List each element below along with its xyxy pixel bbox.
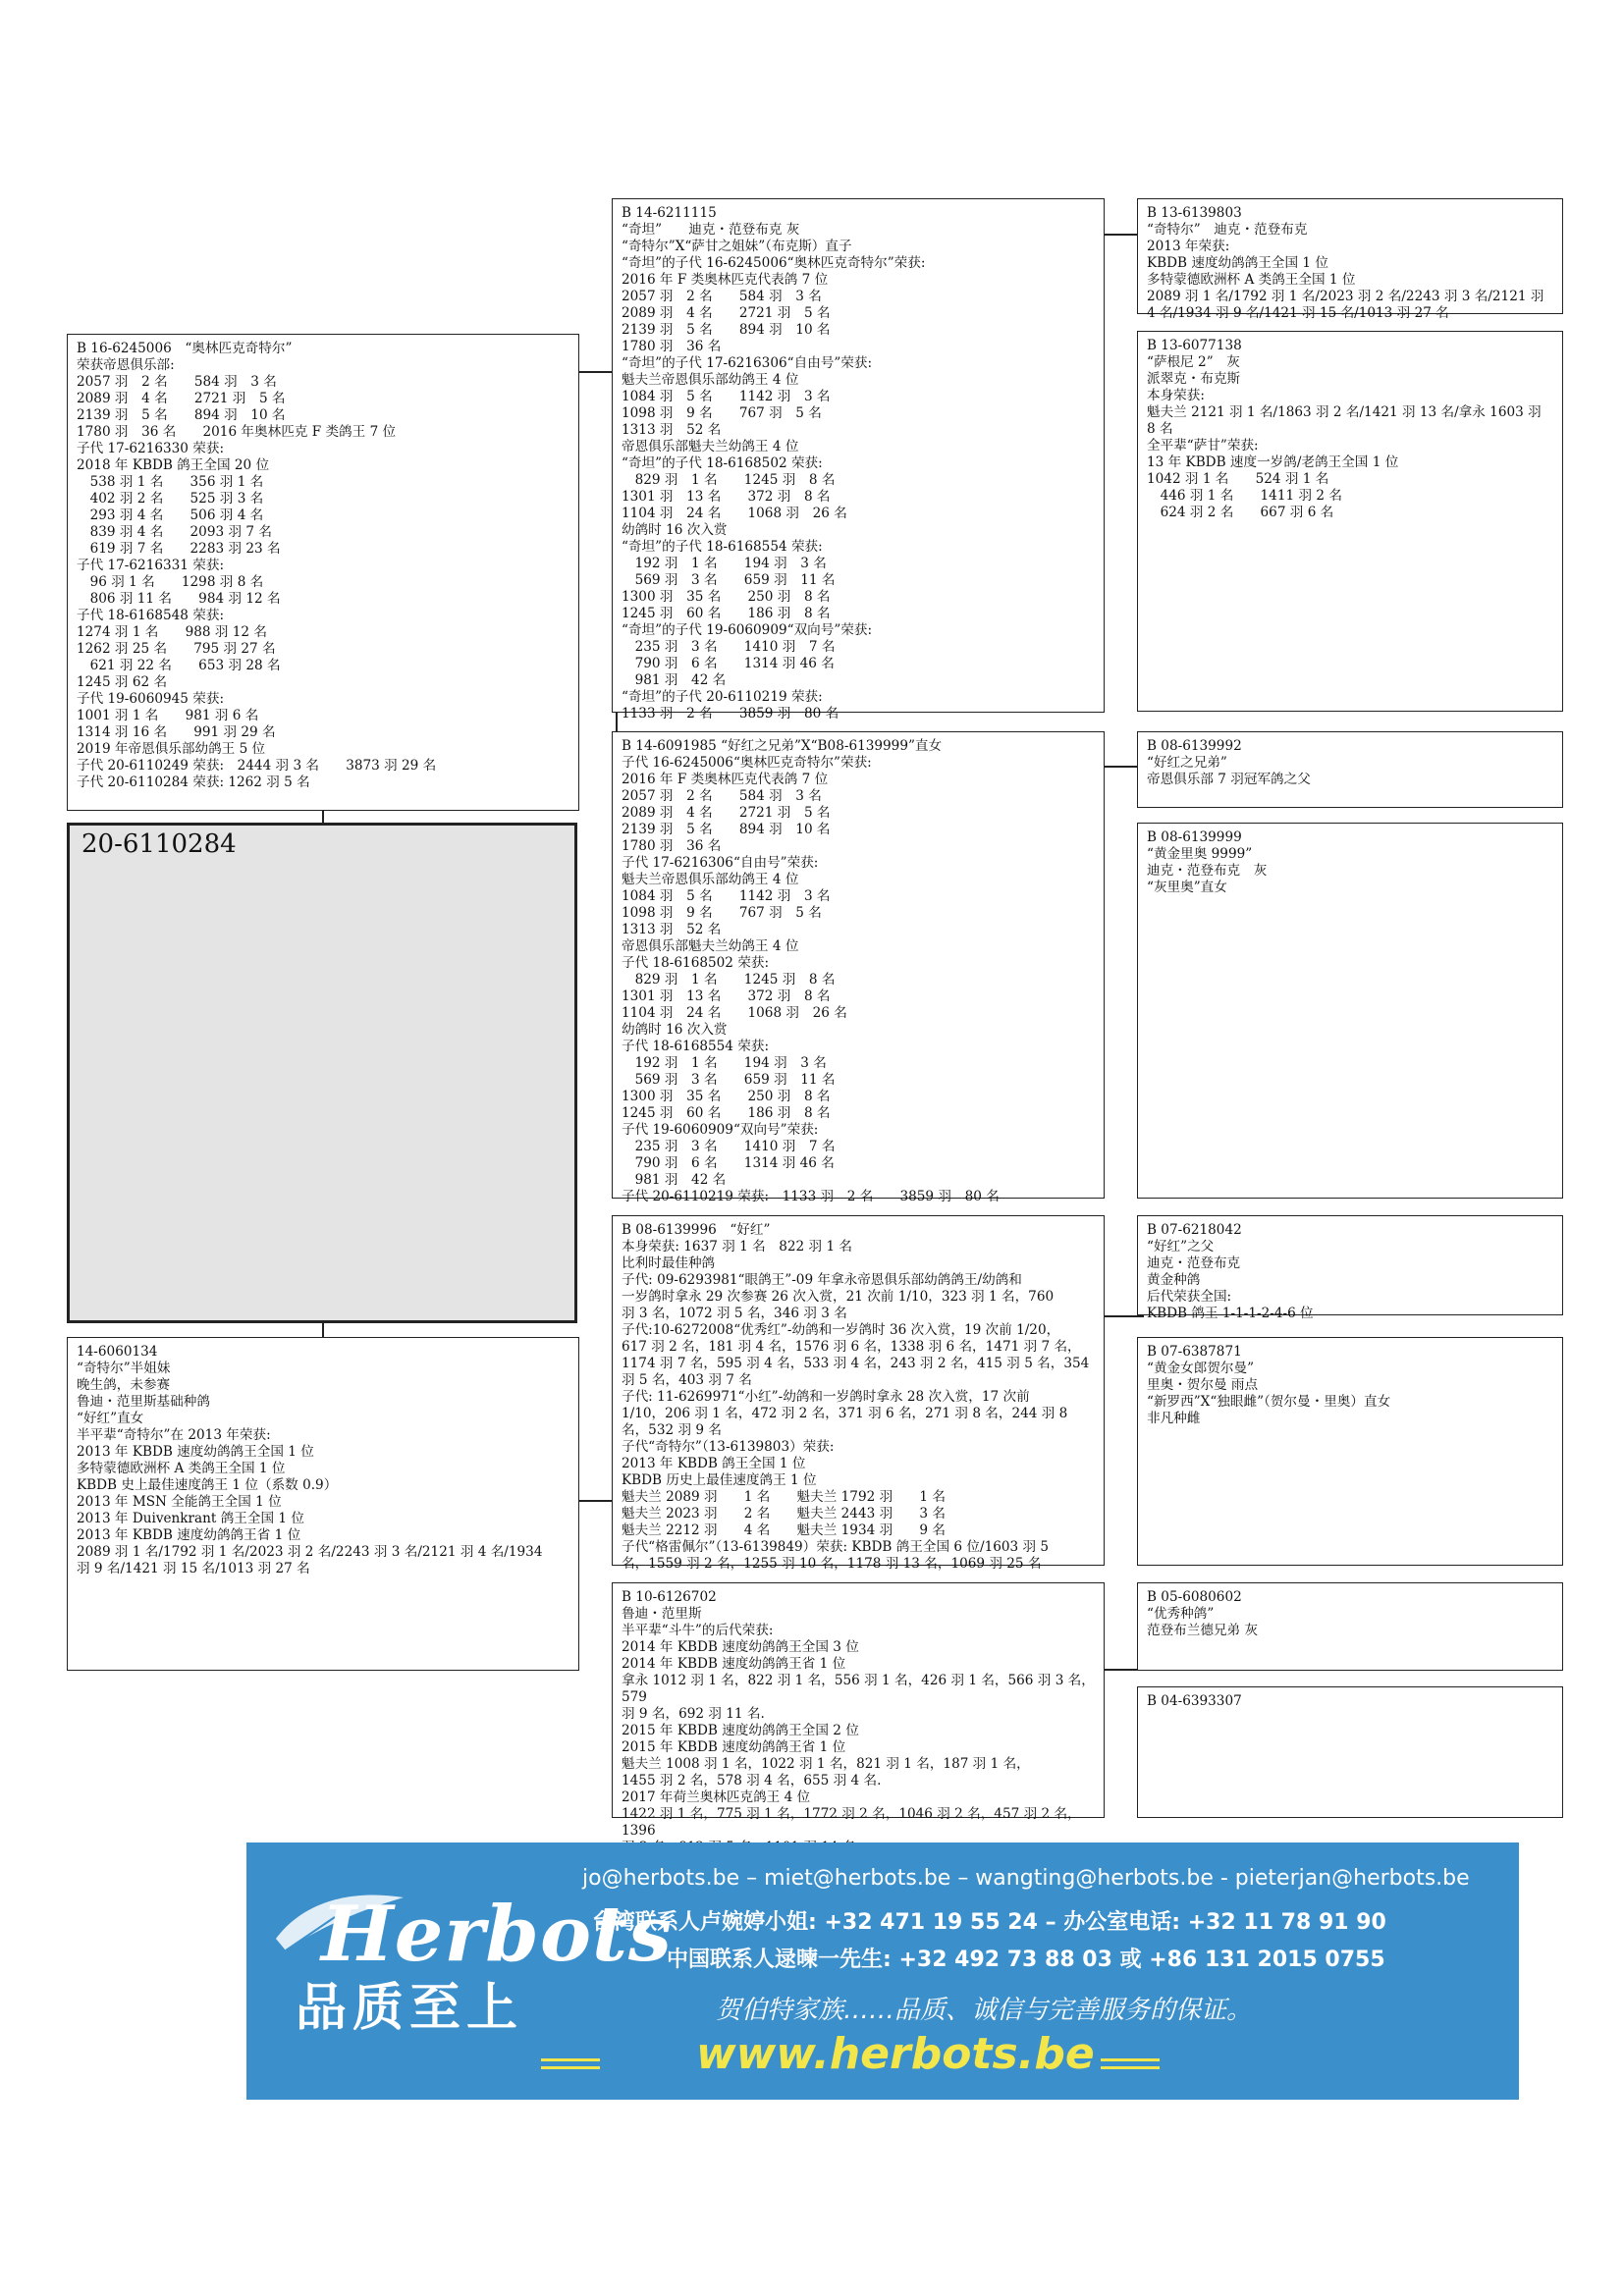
sire-line: 96 羽 1 名 1298 羽 8 名 [77, 574, 264, 590]
ds-line: 一岁鸽时拿永 29 次参赛 26 次入赏，21 次前 1/10，323 羽 1 名，760 [622, 1289, 1055, 1305]
dd-line: 2015 年 KBDB 速度幼鸽鸽王全国 2 位 [622, 1723, 859, 1738]
sire-line: 荣获帝恩俱乐部: [77, 357, 175, 373]
sire-line: 538 羽 1 名 356 羽 1 名 [77, 474, 264, 490]
dss-line: B 07-6218042 [1147, 1222, 1242, 1238]
sire-line: 621 羽 22 名 653 羽 28 名 [77, 658, 281, 673]
ss-line: “奇坦”的子代 19-6060909“双向号”荣获: [622, 622, 873, 638]
ss-line: “奇坦”的子代 17-6216306“自由号”荣获: [622, 355, 873, 371]
dd-line: 2014 年 KBDB 速度幼鸽鸽王省 1 位 [622, 1656, 846, 1672]
dam-line: 2013 年 MSN 全能鸽王全国 1 位 [77, 1494, 282, 1510]
sd-line: B 14-6091985 “好红之兄弟”X“B08-6139999”直女 [622, 738, 943, 754]
ss-line: 幼鸽时 16 次入赏 [622, 522, 728, 538]
sire-line: 293 羽 4 名 506 羽 4 名 [77, 507, 264, 523]
ddd-line: B 04-6393307 [1147, 1693, 1242, 1709]
ss-line: 1301 羽 13 名 372 羽 8 名 [622, 489, 831, 505]
ds-line: KBDB 历史上最佳速度鸽王 1 位 [622, 1472, 817, 1488]
sire-line: 子代 20-6110284 荣获: 1262 羽 5 名 [77, 774, 310, 790]
ss-line: 魁夫兰帝恩俱乐部幼鸽王 4 位 [622, 372, 799, 388]
sire-line: 子代 18-6168548 荣获: [77, 608, 225, 623]
sire-line: 1274 羽 1 名 988 羽 12 名 [77, 624, 267, 640]
dss-line: 后代荣获全国: [1147, 1289, 1232, 1305]
ss-line: 1084 羽 5 名 1142 羽 3 名 [622, 389, 831, 404]
sd-line: 235 羽 3 名 1410 羽 7 名 [622, 1139, 836, 1154]
dsd-line: “新罗西”X“独眼雌”（贺尔曼・里奥）直女 [1147, 1394, 1391, 1410]
ss-line: 帝恩俱乐部魁夫兰幼鸽王 4 位 [622, 439, 799, 454]
dss-line: 迪克・范登布克 [1147, 1255, 1241, 1271]
sire-line: 子代 20-6110249 荣获: 2444 羽 3 名 3873 羽 29 名 [77, 758, 437, 774]
dss-line: “好红”之父 [1147, 1239, 1215, 1255]
sds-line: 帝恩俱乐部 7 羽冠军鸽之父 [1147, 772, 1311, 787]
ds-line: 子代“奇特尔”（13-6139803）荣获: [622, 1439, 835, 1455]
dd-line: 半平辈“斗牛”的后代荣获: [622, 1623, 774, 1638]
url-left-dash-2 [541, 2066, 600, 2069]
sd-line: 1104 羽 24 名 1068 羽 26 名 [622, 1005, 847, 1021]
connector-sire-subject [322, 810, 324, 824]
ssd-line: 13 年 KBDB 速度一岁鸽/老鸽王全国 1 位 [1147, 454, 1399, 470]
ds-line: 2013 年 KBDB 鸽王全国 1 位 [622, 1456, 806, 1471]
ss-line: 1313 羽 52 名 [622, 422, 722, 438]
ss-line: 981 羽 42 名 [622, 672, 727, 688]
sd-line: 981 羽 42 名 [622, 1172, 727, 1188]
sd-line: 1084 羽 5 名 1142 羽 3 名 [622, 888, 831, 904]
sire-line: 子代 17-6216331 荣获: [77, 558, 225, 573]
ds-line: 1/10，206 羽 1 名，472 羽 2 名，371 羽 6 名，271 羽 8 名，244 羽 8 [622, 1406, 1068, 1421]
ss-line: 2057 羽 2 名 584 羽 3 名 [622, 289, 822, 304]
ssd-line: 魁夫兰 2121 羽 1 名/1863 羽 2 名/1421 羽 13 名/拿永 1603 羽 [1147, 404, 1542, 420]
sire-line: 2057 羽 2 名 584 羽 3 名 [77, 374, 277, 390]
dd-line: 2015 年 KBDB 速度幼鸽鸽王省 1 位 [622, 1739, 846, 1755]
sd-line: 790 羽 6 名 1314 羽 46 名 [622, 1155, 835, 1171]
ss-line: 2139 羽 5 名 894 羽 10 名 [622, 322, 831, 338]
ss-line: 1300 羽 35 名 250 羽 8 名 [622, 589, 831, 605]
dam-line: 羽 9 名/1421 羽 15 名/1013 羽 27 名 [77, 1561, 310, 1576]
sire-line: 子代 17-6216330 荣获: [77, 441, 225, 456]
slogan: 贺伯特家族……品质、诚信与完善服务的保证。 [716, 1996, 1253, 2025]
sds-line: “好红之兄弟” [1147, 755, 1227, 771]
ds-line: 魁夫兰 2023 羽 2 名 魁夫兰 2443 羽 3 名 [622, 1506, 946, 1522]
dam-line: 2013 年 KBDB 速度幼鸽鸽王省 1 位 [77, 1527, 301, 1543]
dd-line: 2014 年 KBDB 速度幼鸽鸽王全国 3 位 [622, 1639, 859, 1655]
sds-line: B 08-6139992 [1147, 738, 1242, 754]
ss-line: 2016 年 F 类奥林匹克代表鸽 7 位 [622, 272, 829, 288]
dsd-line: “黄金女郎贺尔曼” [1147, 1361, 1255, 1376]
dam-box [67, 1337, 579, 1671]
ss-line: 1104 羽 24 名 1068 羽 26 名 [622, 506, 847, 521]
connector-subject-dam [322, 1323, 324, 1337]
ds-line: 子代“格雷佩尔”（13-6139849）荣获: KBDB 鸽王全国 6 位/1603 羽 5 [622, 1539, 1050, 1555]
ss-line: 790 羽 6 名 1314 羽 46 名 [622, 656, 835, 671]
ssd-line: 派翠克・布克斯 [1147, 371, 1241, 387]
sd-line: 子代 19-6060909“双向号”荣获: [622, 1122, 819, 1138]
sire-dam-dam-box [1137, 823, 1563, 1199]
sire-line: 1001 羽 1 名 981 羽 6 名 [77, 708, 259, 723]
dam-dam-dam-box [1137, 1686, 1563, 1818]
ss-line: “奇坦”的子代 20-6110219 荣获: [622, 689, 823, 705]
sd-line: 829 羽 1 名 1245 羽 8 名 [622, 972, 836, 988]
ss-line: “奇特尔”X“萨甘之姐妹”（布克斯）直子 [622, 239, 852, 254]
ssd-line: 8 名 [1147, 421, 1173, 437]
sire-line: 2019 年帝恩俱乐部幼鸽王 5 位 [77, 741, 266, 757]
ss-line: “奇坦”的子代 16-6245006“奥林匹克奇特尔”荣获: [622, 255, 926, 271]
ds-line: 1174 羽 7 名，595 羽 4 名，533 羽 4 名，243 羽 2 名，415 羽 5 名，354 [622, 1356, 1090, 1371]
dam-line: 2089 羽 1 名/1792 羽 1 名/2023 羽 2 名/2243 羽 3 名/2121 羽 4 名/1934 [77, 1544, 543, 1560]
ss-line: 829 羽 1 名 1245 羽 8 名 [622, 472, 836, 488]
dam-sire-sire-box [1137, 1215, 1563, 1321]
dam-line: 晚生鸽，未参赛 [77, 1377, 171, 1393]
sss-line: 2013 年荣获: [1147, 239, 1230, 254]
dam-dam-sire-box [1137, 1582, 1563, 1671]
ssd-line: 624 羽 2 名 667 羽 6 名 [1147, 505, 1334, 520]
dd-line: 1455 羽 2 名，578 羽 4 名，655 羽 4 名. [622, 1773, 882, 1789]
sd-line: 魁夫兰帝恩俱乐部幼鸽王 4 位 [622, 872, 799, 887]
dd-line: 魁夫兰 1008 羽 1 名，1022 羽 1 名，821 羽 1 名，187 羽 1 名， [622, 1756, 1030, 1772]
ssd-line: 本身荣获: [1147, 388, 1205, 403]
sdd-line: B 08-6139999 [1147, 829, 1242, 845]
dds-line: 范登布兰德兄弟 灰 [1147, 1623, 1259, 1638]
logo-text: Herbots [321, 1890, 673, 1979]
sd-line: 子代 20-6110219 荣获: 1133 羽 2 名 3859 羽 80 名 [622, 1189, 1000, 1204]
ssd-line: B 13-6077138 [1147, 338, 1242, 353]
ds-line: 魁夫兰 2212 羽 4 名 魁夫兰 1934 羽 9 名 [622, 1522, 946, 1538]
sd-line: 1301 羽 13 名 372 羽 8 名 [622, 988, 831, 1004]
ssd-line: 446 羽 1 名 1411 羽 2 名 [1147, 488, 1342, 504]
dd-line: 2017 年荷兰奥林匹克鸽王 4 位 [622, 1789, 811, 1805]
taiwan-contact: 台湾联系人卢婉婷小姐: +32 471 19 55 24 – 办公室电话: +32 11 78 91 90 [592, 1910, 1386, 1935]
sire-dam-box [612, 731, 1105, 1204]
sdd-line: “黄金里奥 9999” [1147, 846, 1253, 862]
ds-line: 比利时最佳种鸽 [622, 1255, 716, 1271]
sire-line: 1780 羽 36 名 2016 年奥林匹克 F 类鸽王 7 位 [77, 424, 397, 440]
sire-line: 1262 羽 25 名 795 羽 27 名 [77, 641, 276, 657]
sdd-line: 迪克・范登布克 灰 [1147, 863, 1268, 879]
dd-line: 拿永 1012 羽 1 名，822 羽 1 名，556 羽 1 名，426 羽 1 名，566 羽 3 名，579 [622, 1673, 1095, 1705]
ds-line: 本身荣获: 1637 羽 1 名 822 羽 1 名 [622, 1239, 853, 1255]
ssd-line: “萨根尼 2” 灰 [1147, 354, 1240, 370]
ss-line: 1245 羽 60 名 186 羽 8 名 [622, 606, 831, 621]
sd-line: 1300 羽 35 名 250 羽 8 名 [622, 1089, 831, 1104]
ss-line: 1098 羽 9 名 767 羽 5 名 [622, 405, 822, 421]
ds-line: 子代: 11-6269971“小红”-幼鸽和一岁鸽时拿永 28 次入赏，17 次前 [622, 1389, 1030, 1405]
dam-line: 鲁迪・范里斯基础种鸽 [77, 1394, 210, 1410]
sd-line: 1245 羽 60 名 186 羽 8 名 [622, 1105, 831, 1121]
dds-line: “优秀种鸽” [1147, 1606, 1215, 1622]
dam-line: “奇特尔”半姐妹 [77, 1361, 171, 1376]
sd-line: 1098 羽 9 名 767 羽 5 名 [622, 905, 822, 921]
sire-line: 839 羽 4 名 2093 羽 7 名 [77, 524, 272, 540]
ds-line: B 08-6139996 “好红” [622, 1222, 771, 1238]
sd-line: 幼鸽时 16 次入赏 [622, 1022, 728, 1038]
ds-line: 名，532 羽 9 名 [622, 1422, 722, 1438]
sire-line: B 16-6245006 “奥林匹克奇特尔” [77, 341, 293, 356]
dam-line: KBDB 史上最佳速度鸽王 1 位（系数 0.9） [77, 1477, 338, 1493]
url-left-dash [541, 2058, 600, 2061]
connector-ds-to-dss [1105, 1315, 1144, 1317]
website-link[interactable]: www.herbots.be [696, 2029, 1095, 2079]
dam-line: 2013 年 Duivenkrant 鸽王全国 1 位 [77, 1511, 304, 1526]
sd-line: 2089 羽 4 名 2721 羽 5 名 [622, 805, 831, 821]
ssd-line: 全平辈“萨甘”荣获: [1147, 438, 1259, 454]
ss-line: 1780 羽 36 名 [622, 339, 722, 354]
sire-sire-dam-box [1137, 331, 1563, 712]
sss-line: B 13-6139803 [1147, 205, 1242, 221]
subject-pigeon-box [67, 823, 577, 1323]
dam-line: “好红”直女 [77, 1411, 144, 1426]
ds-line: 617 羽 2 名，181 羽 4 名，1576 羽 6 名，1338 羽 6 名，1471 羽 7 名， [622, 1339, 1081, 1355]
sd-line: 2139 羽 5 名 894 羽 10 名 [622, 822, 831, 837]
sss-line: 4 名/1934 羽 9 名/1421 羽 15 名/1013 羽 27 名 [1147, 305, 1449, 321]
ss-line: 569 羽 3 名 659 羽 11 名 [622, 572, 836, 588]
sd-line: 569 羽 3 名 659 羽 11 名 [622, 1072, 836, 1088]
dam-dam-box [612, 1582, 1105, 1839]
sire-box [67, 334, 579, 811]
sire-line: 619 羽 7 名 2283 羽 23 名 [77, 541, 281, 557]
sdd-line: “灰里奥”直女 [1147, 880, 1227, 895]
dss-line: KBDB 鸽王 1-1-1-2-4-6 位 [1147, 1306, 1314, 1321]
ds-line: 羽 3 名，1072 羽 5 名，346 羽 3 名 [622, 1306, 847, 1321]
china-contact: 中国联系人逯暕一先生: +32 492 73 88 03 或 +86 131 2015 0755 [667, 1948, 1385, 1972]
dd-line: 鲁迪・范里斯 [622, 1606, 702, 1622]
sd-line: 1780 羽 36 名 [622, 838, 722, 854]
tagline: 品质至上 [296, 1979, 524, 2038]
dam-line: 多特蒙德欧洲杯 A 类鸽王全国 1 位 [77, 1461, 286, 1476]
dam-line: 2013 年 KBDB 速度幼鸽鸽王全国 1 位 [77, 1444, 314, 1460]
dd-line: 1422 羽 1 名，775 羽 1 名，1772 羽 2 名，1046 羽 2 名，457 羽 2 名，1396 [622, 1806, 1081, 1839]
contact-emails[interactable]: jo@herbots.be – miet@herbots.be – wangting@herbots.be - pieterjan@herbots.be [582, 1866, 1470, 1891]
ssd-line: 1042 羽 1 名 524 羽 1 名 [1147, 471, 1329, 487]
sire-line: 2018 年 KBDB 鸽王全国 20 位 [77, 457, 270, 473]
ss-line: 2089 羽 4 名 2721 羽 5 名 [622, 305, 831, 321]
sd-line: 192 羽 1 名 194 羽 3 名 [622, 1055, 827, 1071]
dsd-line: B 07-6387871 [1147, 1344, 1242, 1360]
sire-line: 1245 羽 62 名 [77, 674, 168, 690]
dsd-line: 非凡种雌 [1147, 1411, 1201, 1426]
dss-line: 黄金种鸽 [1147, 1272, 1201, 1288]
sire-line: 2139 羽 5 名 894 羽 10 名 [77, 407, 286, 423]
sss-line: KBDB 速度幼鸽鸽王全国 1 位 [1147, 255, 1328, 271]
ss-line: 192 羽 1 名 194 羽 3 名 [622, 556, 827, 571]
sire-sire-sire-box [1137, 198, 1563, 321]
sd-line: 子代 17-6216306“自由号”荣获: [622, 855, 819, 871]
subject-ring-number: 20-6110284 [81, 829, 237, 859]
ss-line: 235 羽 3 名 1410 羽 7 名 [622, 639, 836, 655]
sss-line: 2089 羽 1 名/1792 羽 1 名/2023 羽 2 名/2243 羽 3 名/2121 羽 [1147, 289, 1544, 304]
url-right-dash [1101, 2058, 1160, 2061]
dd-line: B 10-6126702 [622, 1589, 717, 1605]
ds-line: 名，1559 羽 2 名，1255 羽 10 名，1178 羽 13 名，1069 羽 25 名 [622, 1556, 1042, 1572]
ss-line: “奇坦”的子代 18-6168554 荣获: [622, 539, 823, 555]
herbots-banner [246, 1842, 1519, 2100]
sd-line: 子代 18-6168502 荣获: [622, 955, 770, 971]
sss-line: “奇特尔” 迪克・范登布克 [1147, 222, 1308, 238]
ds-line: 子代: 09-6293981“眼鸽王”-09 年拿永帝恩俱乐部幼鸽鸽王/幼鸽和 [622, 1272, 1022, 1288]
dd-line: 羽 9 名，692 羽 11 名. [622, 1706, 765, 1722]
dsd-line: 里奥・贺尔曼 雨点 [1147, 1377, 1259, 1393]
dds-line: B 05-6080602 [1147, 1589, 1242, 1605]
sd-line: 1313 羽 52 名 [622, 922, 722, 937]
dam-line: 14-6060134 [77, 1344, 158, 1360]
url-right-dash-2 [1101, 2066, 1160, 2069]
ss-line: 1133 羽 2 名 3859 羽 80 名 [622, 706, 839, 721]
sire-line: 402 羽 2 名 525 羽 3 名 [77, 491, 264, 507]
dam-sire-box [612, 1215, 1105, 1572]
ds-line: 羽 5 名，403 羽 7 名 [622, 1372, 752, 1388]
ss-line: “奇坦” 迪克・范登布克 灰 [622, 222, 800, 238]
sire-dam-sire-box [1137, 731, 1563, 808]
sd-line: 2016 年 F 类奥林匹克代表鸽 7 位 [622, 772, 829, 787]
ss-line: “奇坦”的子代 18-6168502 荣获: [622, 455, 823, 471]
sire-line: 子代 19-6060945 荣获: [77, 691, 225, 707]
sd-line: 帝恩俱乐部魁夫兰幼鸽王 4 位 [622, 938, 799, 954]
sire-line: 2089 羽 4 名 2721 羽 5 名 [77, 391, 286, 406]
dam-line: 半平辈“奇特尔”在 2013 年荣获: [77, 1427, 271, 1443]
sire-line: 1314 羽 16 名 991 羽 29 名 [77, 724, 276, 740]
sd-line: 子代 18-6168554 荣获: [622, 1039, 770, 1054]
sire-line: 806 羽 11 名 984 羽 12 名 [77, 591, 281, 607]
sire-sire-box [612, 198, 1105, 721]
sd-line: 2057 羽 2 名 584 羽 3 名 [622, 788, 822, 804]
sss-line: 多特蒙德欧洲杯 A 类鸽王全国 1 位 [1147, 272, 1356, 288]
ds-line: 魁夫兰 2089 羽 1 名 魁夫兰 1792 羽 1 名 [622, 1489, 946, 1505]
ss-line: B 14-6211115 [622, 205, 717, 221]
sd-line: 子代 16-6245006“奥林匹克奇特尔”荣获: [622, 755, 872, 771]
dam-sire-dam-box [1137, 1337, 1563, 1566]
ds-line: 子代:10-6272008“优秀红”-幼鸽和一岁鸽时 36 次入赏，19 次前 1/20， [622, 1322, 1060, 1338]
